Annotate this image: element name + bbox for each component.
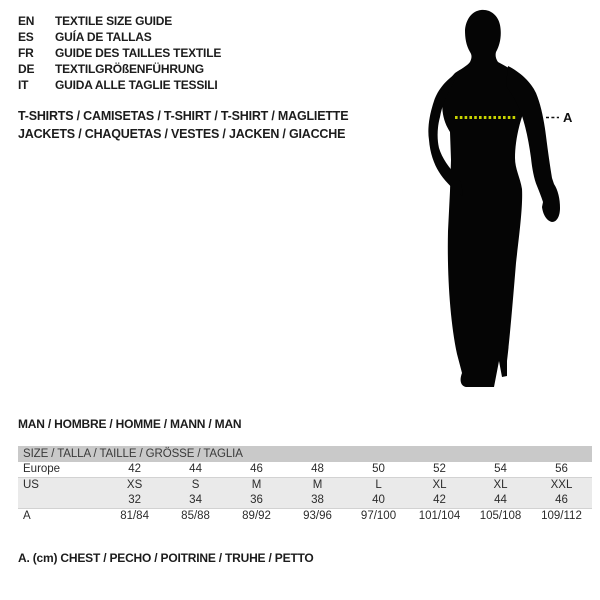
language-row bbox=[18, 61, 221, 77]
language-code: DE bbox=[18, 62, 35, 76]
language-label: TEXTILE SIZE GUIDE bbox=[55, 14, 173, 28]
language-label: TEXTILGRÖßENFÜHRUNG bbox=[55, 62, 204, 76]
size-cell: 32 bbox=[128, 494, 141, 506]
size-cell: 85/88 bbox=[181, 510, 210, 522]
size-cell: 40 bbox=[372, 494, 385, 506]
row-label bbox=[18, 493, 104, 509]
size-cell: 89/92 bbox=[242, 510, 271, 522]
row-label: A bbox=[23, 510, 31, 522]
language-code: IT bbox=[18, 78, 29, 92]
size-cell: 50 bbox=[372, 463, 385, 475]
row-label: Europe bbox=[23, 463, 61, 475]
size-cell: M bbox=[251, 479, 262, 491]
size-cell: 48 bbox=[311, 463, 324, 475]
language-row bbox=[18, 13, 221, 29]
size-cell: 44 bbox=[494, 494, 507, 506]
size-table bbox=[18, 462, 592, 524]
table-row bbox=[18, 493, 592, 509]
size-table-header: SIZE / TALLA / TAILLE / GRÖSSE / TAGLIA bbox=[18, 446, 592, 462]
language-list bbox=[18, 13, 221, 93]
size-cell: 44 bbox=[189, 463, 202, 475]
measurement-note: A. (cm) CHEST / PECHO / POITRINE / TRUHE / PETTO bbox=[18, 551, 314, 565]
size-cell: 109/112 bbox=[541, 510, 582, 522]
size-cell: 56 bbox=[555, 463, 568, 475]
row-label: US bbox=[23, 479, 39, 491]
size-cell: 38 bbox=[311, 494, 324, 506]
size-table-container bbox=[18, 446, 592, 524]
size-cell: L bbox=[375, 479, 382, 491]
size-cell: 54 bbox=[494, 463, 507, 475]
size-cell: 36 bbox=[250, 494, 263, 506]
size-cell: XXL bbox=[550, 479, 573, 491]
size-cell: 97/100 bbox=[360, 510, 397, 522]
language-label: GUIDE DES TAILLES TEXTILE bbox=[55, 46, 222, 60]
language-code: FR bbox=[18, 46, 34, 60]
measure-label-a: A bbox=[563, 110, 573, 125]
size-cell: S bbox=[191, 479, 200, 491]
size-cell: 81/84 bbox=[120, 510, 149, 522]
section-heading: MAN / HOMBRE / HOMME / MANN / MAN bbox=[18, 417, 242, 431]
size-cell: M bbox=[312, 479, 323, 491]
size-cell: 105/108 bbox=[479, 510, 522, 522]
language-row bbox=[18, 77, 221, 93]
size-cell: 42 bbox=[433, 494, 446, 506]
category-line-tshirts: T-SHIRTS / CAMISETAS / T-SHIRT / T-SHIRT / MAGLIETTE bbox=[18, 109, 349, 123]
size-cell: XL bbox=[432, 479, 447, 491]
size-cell: 93/96 bbox=[303, 510, 332, 522]
size-cell: 52 bbox=[433, 463, 446, 475]
size-cell: XL bbox=[493, 479, 508, 491]
language-label: GUIDA ALLE TAGLIE TESSILI bbox=[55, 78, 218, 92]
man-silhouette bbox=[410, 0, 600, 400]
category-line-jackets: JACKETS / CHAQUETAS / VESTES / JACKEN / GIACCHE bbox=[18, 127, 346, 141]
size-cell: XS bbox=[126, 479, 143, 491]
size-cell: 46 bbox=[250, 463, 263, 475]
size-cell: 42 bbox=[128, 463, 141, 475]
size-cell: 34 bbox=[189, 494, 202, 506]
language-code: ES bbox=[18, 30, 34, 44]
language-code: EN bbox=[18, 14, 35, 28]
category-lines bbox=[18, 107, 348, 143]
language-row bbox=[18, 45, 221, 61]
size-cell: 46 bbox=[555, 494, 568, 506]
language-label: GUÍA DE TALLAS bbox=[55, 30, 152, 44]
table-row bbox=[18, 478, 592, 494]
language-row bbox=[18, 29, 221, 45]
size-cell: 101/104 bbox=[418, 510, 461, 522]
table-row bbox=[18, 509, 592, 525]
silhouette-body bbox=[442, 10, 537, 387]
table-row bbox=[18, 462, 592, 478]
